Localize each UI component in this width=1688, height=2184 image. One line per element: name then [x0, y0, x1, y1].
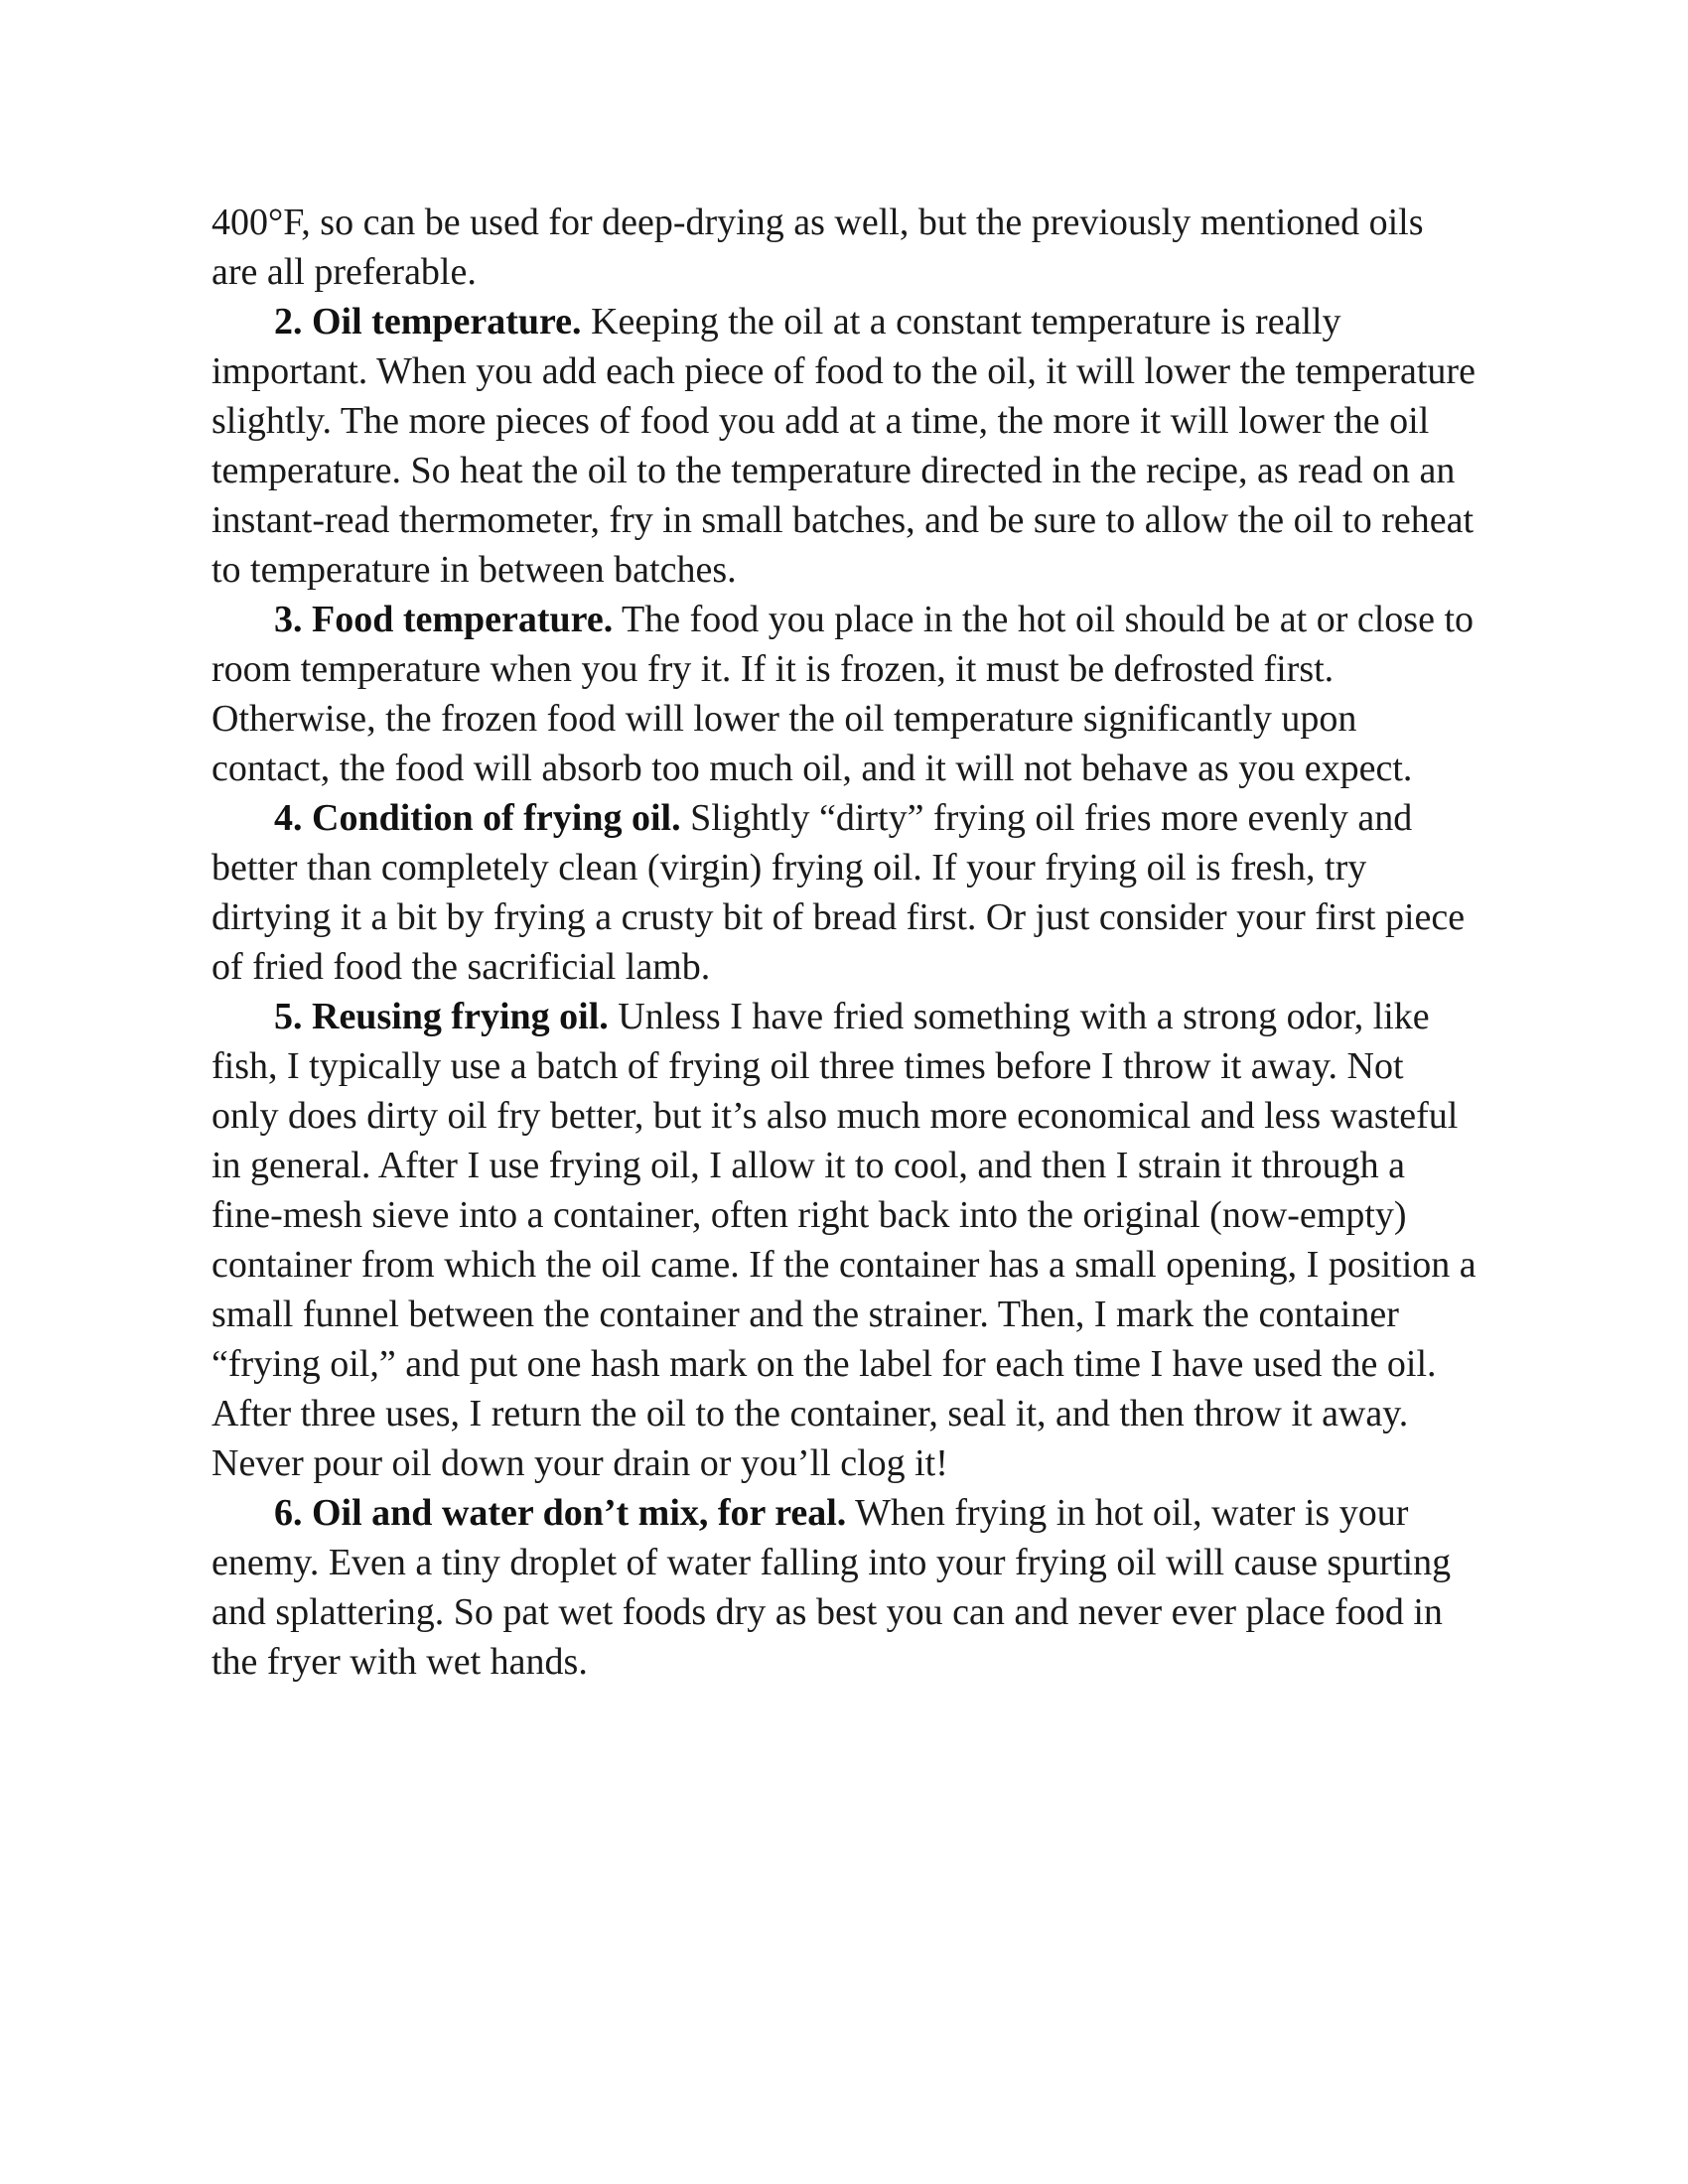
paragraph-condition-of-frying-oil	[211, 793, 1477, 992]
paragraph-oil-temperature	[211, 297, 1477, 595]
paragraph-food-temperature	[211, 595, 1477, 793]
paragraph-text: 400°F, so can be used for deep-drying as well, but the previously mentioned oils are all preferable.	[211, 202, 1424, 293]
paragraph-lead: 3. Food temperature.	[274, 599, 614, 640]
paragraph-text: When frying in hot oil, water is your enemy. Even a tiny droplet of water falling into your frying oil will cause spurting and splattering. So pat wet foods dry as best you can and never ever place food in the fryer with wet hands.	[211, 1492, 1452, 1683]
paragraph-oil-and-water	[211, 1488, 1477, 1687]
body-text	[211, 198, 1477, 1687]
paragraph-lead: 5. Reusing frying oil.	[274, 996, 609, 1037]
paragraph-text: Keeping the oil at a constant temperature is really important. When you add each piece of food to the oil, it will lower the temperature slightly. The more pieces of food you add at a time, the more it will lower the oil temperature. So heat the oil to the temperature directed in the recipe, as read on an instant-read thermometer, fry in small batches, and be sure to allow the oil to reheat to temperature in between batches.	[211, 301, 1476, 591]
paragraph-text: Slightly “dirty” frying oil fries more evenly and better than completely clean (virgin) frying oil. If your frying oil is fresh, try dirtying it a bit by frying a crusty bit of bread first. Or just consider your first piece of fried food the sacrificial lamb.	[211, 797, 1466, 988]
paragraph-reusing-frying-oil	[211, 992, 1477, 1488]
paragraph-text: The food you place in the hot oil should be at or close to room temperature when you fry it. If it is frozen, it must be defrosted first. Otherwise, the frozen food will lower the oil temperature significantly upon contact, the food will absorb too much oil, and it will not behave as you expect.	[211, 599, 1475, 789]
paragraph-lead: 6. Oil and water don’t mix, for real.	[274, 1492, 847, 1534]
paragraph-lead: 2. Oil temperature.	[274, 301, 582, 342]
paragraph-lead: 4. Condition of frying oil.	[274, 797, 681, 839]
paragraph-text: Unless I have fried something with a strong odor, like fish, I typically use a batch of frying oil three times before I throw it away. Not only does dirty oil fry better, but it’s also much more economical and less wasteful in general. After I use frying oil, I allow it to cool, and then I strain it through a fine-mesh sieve into a container, often right back into the original (now-empty) container from which the oil came. If the container has a small opening, I position a small funnel between the container and the strainer. Then, I mark the container “frying oil,” and put one hash mark on the label for each time I have used the oil. After three uses, I return the oil to the container, seal it, and then throw it away. Never pour oil down your drain or you’ll clog it!	[211, 996, 1477, 1484]
paragraph-continuation	[211, 198, 1477, 297]
